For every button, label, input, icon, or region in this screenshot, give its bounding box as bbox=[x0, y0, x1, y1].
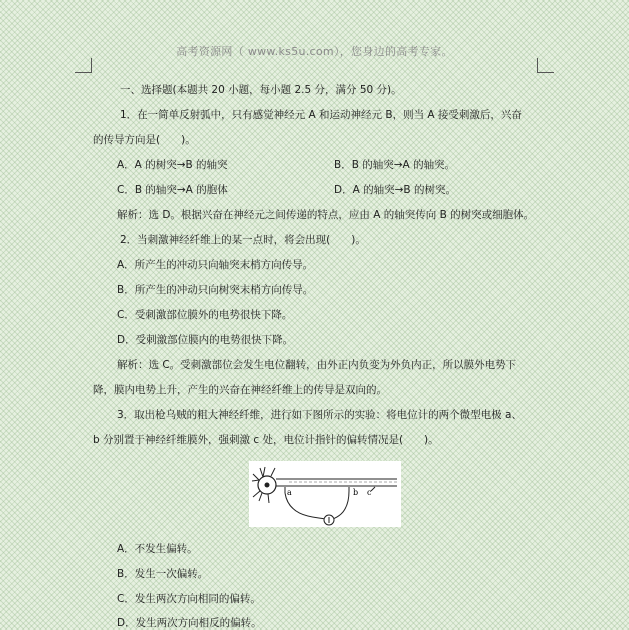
margin-corner-right bbox=[537, 58, 554, 73]
label-a: a bbox=[287, 488, 292, 497]
section-title: 一、选择题(本题共 20 小题，每小题 2.5 分，满分 50 分)。 bbox=[120, 84, 402, 96]
q1-stem-line2: 的传导方向是( )。 bbox=[93, 134, 196, 146]
q1-option-b: B．B 的轴突→A 的轴突。 bbox=[334, 159, 456, 171]
label-c: c bbox=[367, 488, 372, 497]
nerve-fiber-diagram bbox=[249, 461, 401, 527]
page-header: 高考资源网（ www.ks5u.com），您身边的高考专家。 bbox=[176, 45, 453, 58]
q3-option-c: C．发生两次方向相同的偏转。 bbox=[117, 593, 261, 605]
q2-analysis-line2: 降，膜内电势上升，产生的兴奋在神经纤维上的传导是双向的。 bbox=[93, 384, 387, 396]
q1-option-a: A．A 的树突→B 的轴突 bbox=[117, 159, 228, 171]
q2-option-d: D．受刺激部位膜内的电势很快下降。 bbox=[117, 334, 294, 346]
q3-stem-line1: 3．取出枪乌贼的粗大神经纤维，进行如下图所示的实验：将电位计的两个微型电极 a、 bbox=[117, 409, 522, 421]
q3-stem-line2: b 分别置于神经纤维膜外，强刺激 c 处，电位计指针的偏转情况是( )。 bbox=[93, 434, 439, 446]
q3-option-b: B．发生一次偏转。 bbox=[117, 568, 209, 580]
q3-option-a: A．不发生偏转。 bbox=[117, 543, 198, 555]
stimulus-pointer bbox=[371, 487, 375, 491]
margin-corner-left bbox=[75, 58, 92, 73]
nucleus-icon bbox=[265, 483, 270, 488]
q3-option-d: D．发生两次方向相反的偏转。 bbox=[117, 617, 262, 629]
q2-analysis-line1: 解析：选 C。受刺激部位会发生电位翻转，由外正内负变为外负内正，所以膜外电势下 bbox=[117, 359, 517, 371]
q2-option-c: C．受刺激部位膜外的电势很快下降。 bbox=[117, 309, 293, 321]
q1-option-d: D．A 的轴突→B 的树突。 bbox=[334, 184, 456, 196]
q1-analysis: 解析：选 D。根据兴奋在神经元之间传递的特点，应由 A 的轴突传向 B 的树突或细胞体。 bbox=[117, 209, 535, 221]
q2-option-a: A．所产生的冲动只向轴突末梢方向传导。 bbox=[117, 259, 314, 271]
nerve-fiber-figure bbox=[249, 461, 401, 527]
q2-stem: 2．当刺激神经纤维上的某一点时，将会出现( )。 bbox=[120, 234, 366, 246]
q1-option-c: C．B 的轴突→A 的胞体 bbox=[117, 184, 228, 196]
wire-b bbox=[333, 491, 349, 519]
q1-stem-line1: 1．在一简单反射弧中，只有感觉神经元 A 和运动神经元 B，则当 A 接受刺激后，兴奋 bbox=[120, 109, 522, 121]
q2-option-b: B．所产生的冲动只向树突末梢方向传导。 bbox=[117, 284, 314, 296]
label-b: b bbox=[353, 488, 359, 497]
